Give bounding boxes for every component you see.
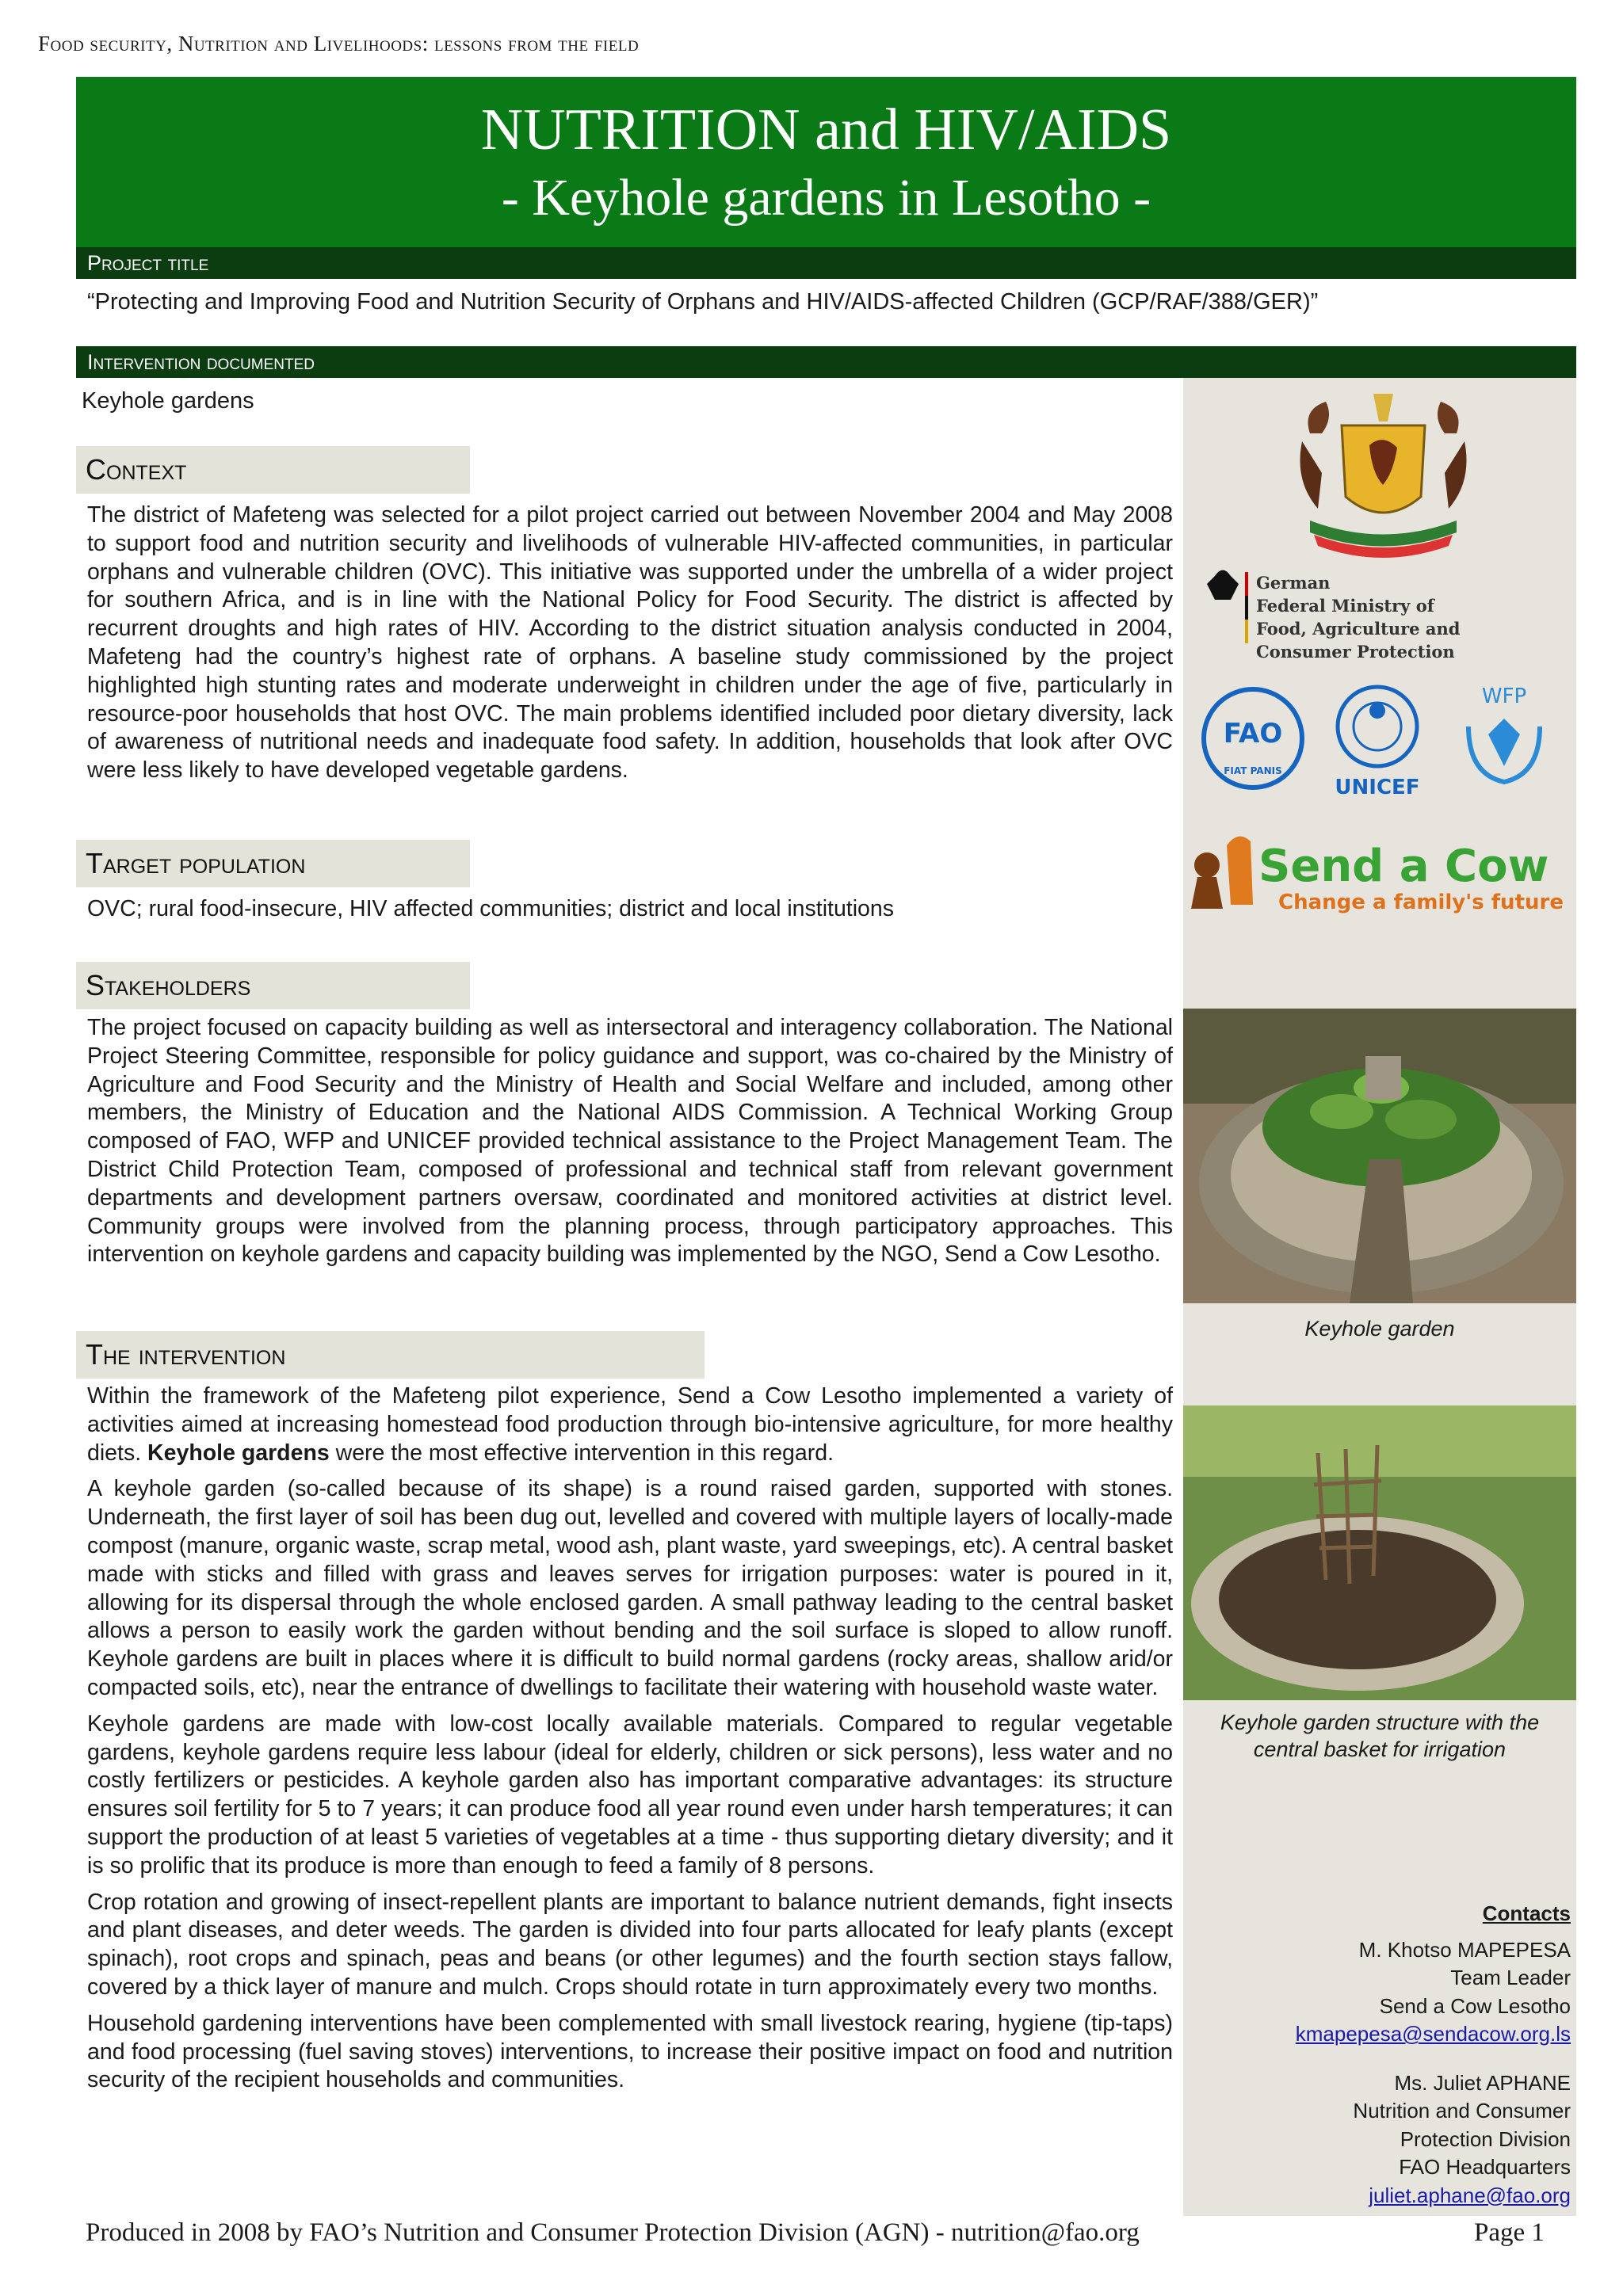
intervention-documented-label: Intervention documented bbox=[76, 346, 1576, 378]
svg-text:Change a family's future: Change a family's future bbox=[1278, 891, 1564, 914]
project-title-label: Project title bbox=[76, 247, 1576, 279]
svg-text:German: German bbox=[1256, 573, 1331, 593]
contact-1-role: Team Leader bbox=[1450, 1966, 1571, 1989]
svg-text:FAO: FAO bbox=[1223, 718, 1283, 749]
contact-1-org: Send a Cow Lesotho bbox=[1379, 1993, 1571, 2018]
contact-1-name: M. Khotso MAPEPESA bbox=[1358, 1937, 1571, 1962]
contacts-heading: Contacts bbox=[1482, 1901, 1571, 1925]
subtitle: - Keyhole gardens in Lesotho - bbox=[501, 169, 1151, 227]
footer-text: Produced in 2008 by FAO’s Nutrition and Consumer Protection Division (AGN) - nutrition@fao.org bbox=[86, 2218, 1140, 2247]
svg-text:Send a Cow: Send a Cow bbox=[1258, 841, 1549, 892]
svg-text:UNICEF: UNICEF bbox=[1335, 776, 1420, 799]
project-title-text: “Protecting and Improving Food and Nutrition Security of Orphans and HIV/AIDS-affected Children (GCP/RAF/388/GER)” bbox=[87, 289, 1319, 315]
federal-eagle-icon bbox=[1207, 570, 1239, 601]
contact-2-email-link[interactable]: juliet.aphane@fao.org bbox=[1369, 2183, 1571, 2207]
the-intervention-heading: The intervention bbox=[76, 1331, 705, 1379]
send-a-cow-logo bbox=[1191, 837, 1564, 914]
stakeholders-heading: Stakeholders bbox=[76, 962, 470, 1009]
keyhole-gardens-emphasis: Keyhole gardens bbox=[147, 1440, 330, 1466]
intervention-paragraph-4: Crop rotation and growing of insect-repellent plants are important to balance nutrient demands, fight insects and plant diseases, and deter weeds. The garden is divided into four parts allocated for leafy plants (except spinach), root crops and spinach, peas and beans (or other legumes) and the fourth section stays fallow, covered by a thick layer of manure and mulch. Crops should rotate in turn approximately every two months. bbox=[87, 1889, 1173, 2000]
svg-text:FIAT PANIS: FIAT PANIS bbox=[1224, 765, 1282, 776]
intervention-paragraph-3: Keyhole gardens are made with low-cost locally available materials. Compared to regular vegetable gardens, keyhole gardens require less labour (ideal for elderly, children or sick persons), less water and no costly fertilizers or pesticides. A keyhole garden also has important comparative advantages: its structure ensures soil fertility for 5 to 7 years; it can produce food all year round even under harsh temperatures; it can support the production of at least 5 varieties of vegetables at a time - thus supporting dietary diversity; and it is so prolific that its produce is more than enough to feed a family of 8 persons. bbox=[87, 1711, 1173, 1878]
target-population-heading: Target population bbox=[76, 840, 470, 887]
wfp-logo-icon bbox=[1468, 685, 1540, 782]
person-icon bbox=[1194, 852, 1220, 878]
intervention-paragraph-5: Household gardening interventions have been complemented with small livestock rearing, hygiene (tip-taps) and food processing (fuel saving stoves) interventions, to increase their positive impact on food and nutrition security of the recipient households and communities. bbox=[87, 2010, 1173, 2093]
unicef-logo-icon bbox=[1335, 687, 1419, 799]
stakeholders-paragraph: The project focused on capacity building as well as intersectoral and interagency collaboration. The National Project Steering Committee, responsible for policy guidance and support, was co-chaired by the Ministry of Agriculture and Food Security and the Ministry of Health and Social Welfare and included, among other members, the Ministry of Education and the National AIDS Commission. A Technical Working Group composed of FAO, WFP and UNICEF provided technical assistance to the Project Management Team. The District Child Protection Team, composed of professional and technical staff from relevant government departments and development partners oversaw, coordinated and monitored activities at district level. Community groups were involved from the planning process, through participatory approaches. This intervention on keyhole gardens and capacity building was implemented by the NGO, Send a Cow Lesotho. bbox=[87, 1015, 1173, 1268]
page-number: Page 1 bbox=[1474, 2218, 1545, 2247]
svg-text:Food, Agriculture and: Food, Agriculture and bbox=[1256, 619, 1461, 639]
partner-logos bbox=[1183, 378, 1576, 933]
photo-caption-1: Keyhole garden bbox=[1304, 1317, 1455, 1341]
intervention-documented-text: Keyhole gardens bbox=[82, 388, 254, 414]
svg-text:Federal Ministry of: Federal Ministry of bbox=[1256, 596, 1434, 616]
context-heading: Context bbox=[76, 446, 470, 494]
keyhole-garden-photo bbox=[1183, 1009, 1576, 1303]
target-population-paragraph: OVC; rural food-insecure, HIV affected communities; district and local institutions bbox=[87, 896, 894, 921]
photo-caption-2: Keyhole garden structure with the central basket for irrigation bbox=[1220, 1711, 1540, 1761]
contact-2-org: FAO Headquarters bbox=[1399, 2155, 1571, 2179]
contact-2-role-1: Nutrition and Consumer bbox=[1353, 2099, 1571, 2122]
contact-1-email-link[interactable]: kmapepesa@sendacow.org.ls bbox=[1295, 2022, 1571, 2046]
series-header: Food security, Nutrition and Livelihoods: lessons from the field bbox=[38, 32, 640, 55]
fao-logo-icon bbox=[1204, 689, 1302, 788]
contacts-block bbox=[1205, 1900, 1571, 2210]
svg-text:Consumer Protection: Consumer Protection bbox=[1256, 642, 1455, 662]
intervention-paragraph-2: A keyhole garden (so-called because of its shape) is a round raised garden, supported with stones. Underneath, the first layer of soil has been dug out, levelled and covered with multiple layers of locally-made compost (manure, organic waste, scrap metal, wood ash, plant waste, yard sweepings, etc). A central basket made with sticks and filled with grass and leaves serves for irrigation purposes: water is poured in it, allowing for its dispersal through the whole enclosed garden. A small pathway leading to the central basket allows a person to easily work the garden without bending and the soil surface is sloped to allow runoff. Keyhole gardens are built in places where it is difficult to build normal gardens (rocky areas, shallow arid/or compacted soils, etc), near the entrance of dwellings to facilitate their watering with household waste water. bbox=[87, 1476, 1173, 1700]
stakeholders-text bbox=[87, 1014, 1173, 1277]
context-text bbox=[87, 502, 1173, 793]
target-population-text bbox=[87, 895, 1173, 932]
contact-2-name: Ms. Juliet APHANE bbox=[1394, 2070, 1571, 2095]
title-banner bbox=[76, 77, 1576, 247]
bmelv-logo bbox=[1207, 570, 1461, 662]
context-paragraph: The district of Mafeteng was selected for a pilot project carried out between November 2004 and May 2008 to support food and nutrition security and livelihoods of vulnerable HIV-affected communities, in particular orphans and vulnerable children (OVC). This initiative was supported under the umbrella of a wider project for southern Africa, and is in line with the National Policy for Food Security. The district is affected by recurrent droughts and high rates of HIV. According to the district situation analysis conducted in 2004, Mafeteng had the country’s highest rate of orphans. A baseline study commissioned by the project highlighted high stunting rates and moderate underweight in children under the age of five, particularly in resource-poor households that host OVC. The main problems identified included poor dietary diversity, lack of awareness of nutritional needs and inadequate food safety. In addition, households that look after OVC were less likely to have developed vegetable gardens. bbox=[87, 502, 1173, 784]
lesotho-coat-of-arms-icon bbox=[1300, 394, 1467, 558]
keyhole-structure-photo bbox=[1183, 1405, 1576, 1700]
main-title: NUTRITION and HIV/AIDS bbox=[480, 97, 1172, 162]
contact-2-role-2: Protection Division bbox=[1400, 2126, 1571, 2151]
intervention-paragraph-1: Within the framework of the Mafeteng pilot experience, Send a Cow Lesotho implemented a variety of activities aimed at increasing homestead food production through bio-intensive agriculture, for more healthy diets. Keyhole gardens were the most effective intervention in this regard. bbox=[87, 1383, 1173, 1466]
the-intervention-text bbox=[87, 1383, 1173, 2103]
svg-text:WFP: WFP bbox=[1481, 685, 1527, 708]
